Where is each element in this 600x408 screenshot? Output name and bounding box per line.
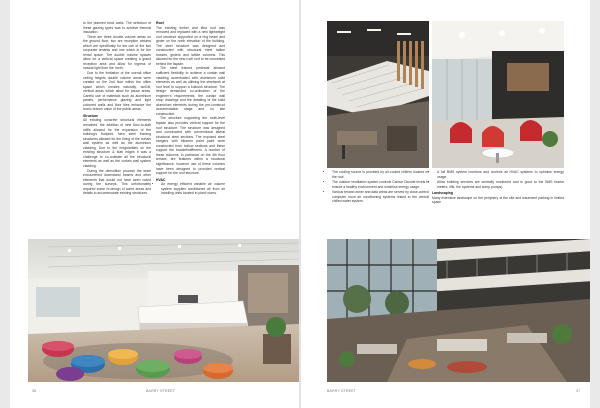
heading-structure: Structure	[83, 113, 99, 118]
paragraph: The existing timber and tiled roof was removed and replaced with a new lightweight roof structure supported on a ring beam and girder on the north elevation of the building. The steel structure was designed and constructed with structural steel lattice trusses, girders and lattice columns. This allowed for the new roof/ roof to be concealed behind the façade.	[156, 25, 225, 66]
photo-reception-seating	[28, 239, 299, 382]
staircase-image	[327, 21, 429, 168]
bullet-item: • Various tenant owner and data areas are served by close-control computer room air conditioning systems linked to the central chilled water system.	[332, 190, 429, 204]
left-text-column-1	[83, 21, 151, 196]
paragraph: During the demolition process the team encountered downstand beams and other elements that would not have been noted during the surveys. This unfortunately required some re-design of some areas and details to accommodate existing structures.	[83, 168, 151, 196]
bullet-item: • The outdoor ventilation system controls Carbon Dioxide levels to ensure a healthy environment and minimise energy usage.	[332, 180, 429, 189]
right-text-column-2	[432, 170, 564, 205]
photo-multilevel-atrium	[327, 239, 590, 382]
heading-roof: Roof	[156, 21, 164, 25]
paragraph: The structure supporting the multi-level façade also provides vertical support for the roof structure. The structure was designed and constructed with conventional lateral structural steel sections. The exposed steel hangers with bitumen paint paint were constructed from hollow sections and these support the bracket/stiffeners. A number of these columns, in particular on the 4th floor terrace, are features within a structural significance, however use of these columns have been designed to provided vertical support for the roof structure.	[156, 116, 225, 176]
paragraph: Many extensive landscape on the periphery of the site and basement parking in limited space	[432, 195, 564, 205]
left-page	[10, 0, 299, 408]
heading-hvac: HVAC	[156, 177, 166, 182]
right-text-column-1	[327, 170, 429, 205]
paragraph: Due to the limitation of the overall office ceiling heights double volume areas were created on the 2nd floor within the office space which creates naturally, well-lit, vertical areas which allow for pause areas. Careful use of materials such as aluminium panels, performance glazing and light coloured walls and floor tiles enhance the iconic branch value of the public areas.	[83, 71, 151, 112]
paragraph: All existing concrete structural elements remained, the addition of new floor-to-slab infills allowed for the expansion of the building's footprint. New steel framing structures allowed for the fixing of the curtain wall system as well as the aluminium cladding. Due to the irregularities on the existing structure & slab edges it was a challenge to co-ordinate all the structural elements as well as the curtain wall system cladding.	[83, 118, 151, 168]
lounge-image	[432, 21, 564, 168]
hvac-bullets	[156, 182, 225, 196]
bullet-item: • Allow building services are centrally monitored and is good to the BMS twelve meters, lifts, fire systems and sump pumps).	[437, 180, 564, 189]
bullet-item: • A full BMS system monitors and controls all HVAC systems to optimise energy usage.	[437, 170, 564, 179]
hvac-bullets-continued-2	[432, 170, 564, 189]
paragraph: to the planned brick walls. The selection of these glazing types was to achieve thermal insulation.	[83, 21, 151, 35]
running-title-right: BARRY STREET	[327, 389, 357, 393]
left-text-column-2	[156, 21, 225, 197]
paragraph: The steel framed pedestal allowed sufficient flexibility to achieve a curtain wall cladding accentuated with aluminium solid elements as well as utilising the steelwork at roof level to support a bulbous structure. The design demanded co-ordination of the engineer's requirements, the curtain wall shop drawings and the detailing of the solid aluminium elements during the pre-construct documentation stage and on site construction.	[156, 66, 225, 116]
right-page	[301, 0, 590, 408]
magazine-spread	[10, 0, 590, 408]
running-title-left: BARRY STREET	[146, 389, 176, 393]
atrium-image	[327, 239, 590, 382]
hvac-bullets-continued	[327, 170, 429, 204]
heading-landscaping: Landscaping	[432, 191, 453, 196]
photo-lounge-area	[432, 21, 564, 168]
bullet-item: • An energy efficient variable air volume system supplies conditioned air from air handling units located in plant rooms.	[161, 182, 225, 196]
paragraph: There are three double volume areas on the ground floor, two are reception atriums which are specifically for the use of the two corporate tenants and one which is for the rental space. The double volume spaces allow for a vertical space creating a grand reception area and allow for ingress of natural light from the north.	[83, 34, 151, 71]
bullet-item: • The cooling source is provided by air-cooled chillers located on the roof.	[332, 170, 429, 179]
reception-seating-image	[28, 239, 299, 382]
photo-staircase-atrium	[327, 21, 429, 168]
page-number-right: 37	[576, 389, 581, 393]
page-number-left: 36	[32, 389, 37, 393]
